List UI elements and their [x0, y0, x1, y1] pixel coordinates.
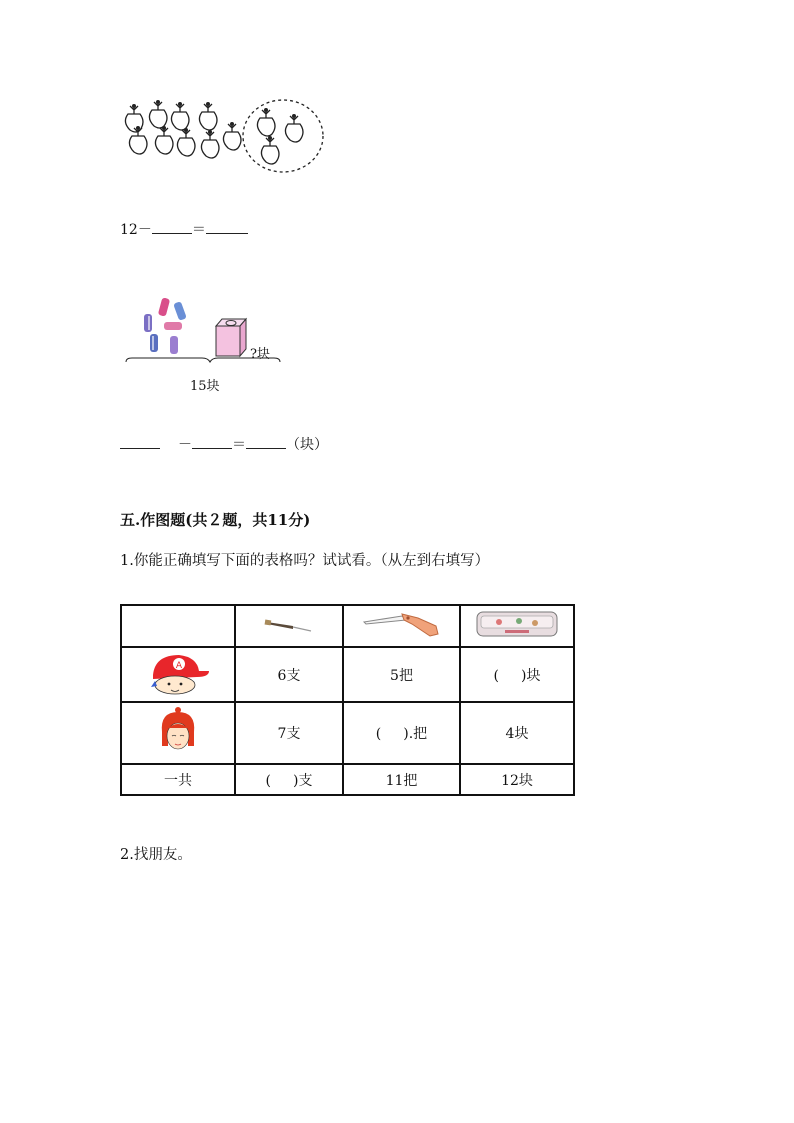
section-title: 五.作图题(共２题，共11分)	[120, 511, 311, 529]
girl-face-icon	[156, 706, 200, 756]
table-cell	[121, 702, 235, 764]
table-row	[121, 605, 574, 647]
answer-blank[interactable]	[206, 233, 248, 234]
table-cell	[121, 764, 235, 795]
row-label: 一共	[164, 772, 192, 789]
radish-icon	[223, 124, 241, 150]
boy-cap-icon	[145, 651, 211, 695]
svg-text:A: A	[175, 660, 183, 671]
cell-value: 7支	[277, 726, 301, 742]
table-cell	[235, 702, 343, 764]
cell-value: 5把	[390, 667, 413, 684]
table-cell	[343, 702, 460, 764]
radish-icon	[177, 130, 195, 156]
table-cell	[460, 702, 574, 764]
unit-label: （块）	[286, 437, 328, 453]
radish-picture	[118, 96, 328, 176]
equation-b	[120, 434, 328, 454]
radish-icon	[257, 110, 275, 136]
answer-blank[interactable]	[152, 233, 192, 234]
table-cell	[121, 647, 235, 702]
table-cell	[235, 605, 343, 647]
knife-icon	[360, 608, 444, 640]
dashed-circle	[243, 100, 323, 172]
cell-value: )支	[293, 772, 313, 789]
table-row	[121, 702, 574, 764]
table-cell	[235, 647, 343, 702]
answer-blank[interactable]	[246, 448, 286, 449]
radish-icon	[129, 128, 147, 154]
pen-icon	[263, 616, 315, 632]
equals-sign: ＝	[232, 437, 246, 453]
table-cell-empty	[121, 605, 235, 647]
total-label: 15块	[190, 379, 220, 394]
table-cell	[343, 764, 460, 795]
table-cell	[235, 764, 343, 795]
table-cell	[343, 647, 460, 702]
answer-blank[interactable]	[192, 448, 232, 449]
cell-value: 6支	[277, 667, 301, 684]
table-row	[121, 764, 574, 795]
minus-sign: －	[178, 437, 192, 453]
equals-sign: ＝	[191, 222, 206, 238]
equation-a	[120, 219, 248, 239]
question-2: 2.找朋友。	[120, 847, 192, 863]
radish-icon	[199, 104, 217, 130]
cell-value: ).把	[403, 726, 428, 742]
table-cell	[343, 605, 460, 647]
table-cell	[460, 764, 574, 795]
radish-icon	[261, 138, 279, 164]
box-icon	[216, 319, 246, 356]
fill-table	[120, 604, 575, 796]
radish-icon	[171, 104, 189, 130]
paren-open: (	[493, 667, 499, 684]
cell-value: )块	[521, 667, 541, 684]
table-cell	[460, 605, 574, 647]
cell-value: 4块	[505, 726, 529, 742]
cell-value: 11把	[385, 772, 418, 789]
radish-icon	[149, 102, 167, 128]
question-1: 1.你能正确填写下面的表格吗？试试看。（从左到右填写）	[120, 553, 490, 569]
equation-a-start: 12－	[120, 222, 152, 238]
unknown-label: ?块	[250, 347, 270, 362]
paren-open: (	[375, 726, 382, 742]
table-row	[121, 647, 574, 702]
pencil-box-icon	[475, 608, 559, 640]
cell-value: 12块	[501, 772, 533, 789]
radish-icon	[285, 116, 303, 142]
paren-open: (	[265, 772, 271, 789]
answer-blank[interactable]	[120, 448, 160, 449]
radish-icon	[155, 128, 173, 154]
radish-icon	[201, 132, 219, 158]
candy-icon	[144, 297, 187, 354]
table-cell	[460, 647, 574, 702]
